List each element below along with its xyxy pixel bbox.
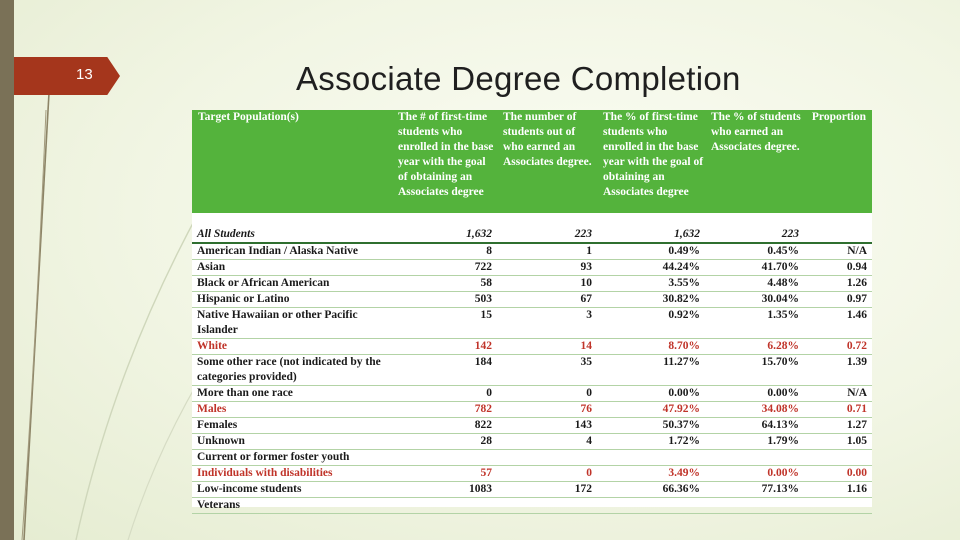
table-row	[192, 243, 872, 260]
table-body	[192, 213, 872, 514]
cell-earned-count: 4	[497, 434, 597, 450]
row-label: More than one race	[192, 386, 392, 402]
cell-first-time-percent	[597, 498, 705, 514]
cell-earned-count: 3	[497, 308, 597, 339]
table-row	[192, 402, 872, 418]
cell-first-time-percent: 47.92%	[597, 402, 705, 418]
row-label: White	[192, 339, 392, 355]
cell-proportion	[804, 498, 872, 514]
row-label: Some other race (not indicated by the categories provided)	[192, 355, 392, 386]
header-earned-count: The number of students out of who earned an Associates degree.	[497, 110, 597, 213]
completion-table	[192, 110, 872, 514]
cell-first-time-percent: 0.00%	[597, 386, 705, 402]
header-row	[192, 110, 872, 213]
cell-earned-percent: 30.04%	[705, 292, 804, 308]
data-table-container	[192, 110, 872, 511]
cell-first-time-enrolled	[392, 498, 497, 514]
row-label: Hispanic or Latino	[192, 292, 392, 308]
cell-earned-percent: 6.28%	[705, 339, 804, 355]
cell-first-time-percent: 44.24%	[597, 260, 705, 276]
cell-earned-percent: 223	[705, 213, 804, 243]
slide-title: Associate Degree Completion	[296, 60, 741, 97]
cell-earned-count: 223	[497, 213, 597, 243]
table-row	[192, 308, 872, 339]
cell-proportion: 1.39	[804, 355, 872, 386]
table-row	[192, 466, 872, 482]
cell-earned-percent	[705, 450, 804, 466]
table-row	[192, 418, 872, 434]
cell-first-time-percent	[597, 450, 705, 466]
table-row	[192, 292, 872, 308]
cell-proportion: 1.26	[804, 276, 872, 292]
cell-earned-count	[497, 498, 597, 514]
header-target-population: Target Population(s)	[192, 110, 392, 213]
cell-first-time-enrolled: 8	[392, 243, 497, 260]
cell-proportion: 1.05	[804, 434, 872, 450]
cell-proportion: 1.16	[804, 482, 872, 498]
cell-earned-percent: 41.70%	[705, 260, 804, 276]
row-label: Males	[192, 402, 392, 418]
cell-proportion: 1.27	[804, 418, 872, 434]
cell-proportion	[804, 213, 872, 243]
table-row	[192, 355, 872, 386]
header-first-time-enrolled: The # of first-time students who enrolled in the base year with the goal of obtaining an Associates degree	[392, 110, 497, 213]
table-row	[192, 339, 872, 355]
slide-number: 13	[76, 66, 93, 83]
cell-first-time-percent: 30.82%	[597, 292, 705, 308]
table-row	[192, 386, 872, 402]
cell-earned-count: 172	[497, 482, 597, 498]
cell-first-time-percent: 0.92%	[597, 308, 705, 339]
cell-earned-percent: 0.45%	[705, 243, 804, 260]
cell-earned-percent: 0.00%	[705, 466, 804, 482]
table-row	[192, 498, 872, 514]
cell-earned-count: 93	[497, 260, 597, 276]
row-label: Females	[192, 418, 392, 434]
cell-first-time-enrolled: 0	[392, 386, 497, 402]
table-row	[192, 434, 872, 450]
row-label: American Indian / Alaska Native	[192, 243, 392, 260]
cell-earned-percent: 15.70%	[705, 355, 804, 386]
cell-first-time-enrolled: 142	[392, 339, 497, 355]
cell-first-time-percent: 0.49%	[597, 243, 705, 260]
cell-earned-percent: 1.35%	[705, 308, 804, 339]
table-row	[192, 450, 872, 466]
cell-earned-count: 143	[497, 418, 597, 434]
cell-first-time-enrolled: 1,632	[392, 213, 497, 243]
cell-first-time-enrolled: 782	[392, 402, 497, 418]
row-label: Asian	[192, 260, 392, 276]
cell-first-time-enrolled: 822	[392, 418, 497, 434]
row-label: All Students	[192, 213, 392, 243]
table-row	[192, 482, 872, 498]
cell-earned-count: 10	[497, 276, 597, 292]
row-label: Current or former foster youth	[192, 450, 392, 466]
cell-earned-percent	[705, 498, 804, 514]
cell-proportion: 0.72	[804, 339, 872, 355]
cell-proportion: 0.00	[804, 466, 872, 482]
cell-earned-count: 0	[497, 386, 597, 402]
cell-earned-percent: 64.13%	[705, 418, 804, 434]
cell-earned-count: 67	[497, 292, 597, 308]
row-label: Low-income students	[192, 482, 392, 498]
cell-proportion: 0.71	[804, 402, 872, 418]
cell-earned-percent: 0.00%	[705, 386, 804, 402]
cell-first-time-enrolled: 184	[392, 355, 497, 386]
cell-earned-count	[497, 450, 597, 466]
table-row	[192, 276, 872, 292]
cell-first-time-percent: 66.36%	[597, 482, 705, 498]
cell-first-time-percent: 3.49%	[597, 466, 705, 482]
cell-first-time-percent: 8.70%	[597, 339, 705, 355]
cell-proportion: 1.46	[804, 308, 872, 339]
cell-first-time-enrolled: 58	[392, 276, 497, 292]
cell-earned-count: 35	[497, 355, 597, 386]
cell-first-time-enrolled: 1083	[392, 482, 497, 498]
row-label: Veterans	[192, 498, 392, 514]
cell-first-time-percent: 50.37%	[597, 418, 705, 434]
cell-first-time-percent: 3.55%	[597, 276, 705, 292]
header-proportion: Proportion	[804, 110, 872, 213]
cell-proportion: N/A	[804, 386, 872, 402]
row-label: Individuals with disabilities	[192, 466, 392, 482]
row-label: Black or African American	[192, 276, 392, 292]
cell-first-time-enrolled: 57	[392, 466, 497, 482]
cell-earned-count: 76	[497, 402, 597, 418]
table-row	[192, 260, 872, 276]
cell-earned-percent: 1.79%	[705, 434, 804, 450]
cell-first-time-enrolled: 722	[392, 260, 497, 276]
cell-first-time-percent: 1.72%	[597, 434, 705, 450]
header-earned-percent: The % of students who earned an Associates degree.	[705, 110, 804, 213]
cell-first-time-percent: 11.27%	[597, 355, 705, 386]
cell-earned-percent: 77.13%	[705, 482, 804, 498]
cell-proportion: 0.97	[804, 292, 872, 308]
slide-number-tab	[14, 57, 120, 95]
cell-first-time-enrolled: 15	[392, 308, 497, 339]
cell-first-time-enrolled: 28	[392, 434, 497, 450]
table-row	[192, 213, 872, 243]
cell-earned-count: 1	[497, 243, 597, 260]
cell-earned-count: 14	[497, 339, 597, 355]
cell-earned-percent: 34.08%	[705, 402, 804, 418]
row-label: Unknown	[192, 434, 392, 450]
row-label: Native Hawaiian or other Pacific Islander	[192, 308, 392, 339]
table-header	[192, 110, 872, 213]
cell-proportion	[804, 450, 872, 466]
cell-proportion: 0.94	[804, 260, 872, 276]
cell-first-time-enrolled	[392, 450, 497, 466]
cell-earned-count: 0	[497, 466, 597, 482]
cell-earned-percent: 4.48%	[705, 276, 804, 292]
cell-proportion: N/A	[804, 243, 872, 260]
header-first-time-percent: The % of first-time students who enrolled in the base year with the goal of obtaining an Associates degree	[597, 110, 705, 213]
cell-first-time-enrolled: 503	[392, 292, 497, 308]
cell-first-time-percent: 1,632	[597, 213, 705, 243]
